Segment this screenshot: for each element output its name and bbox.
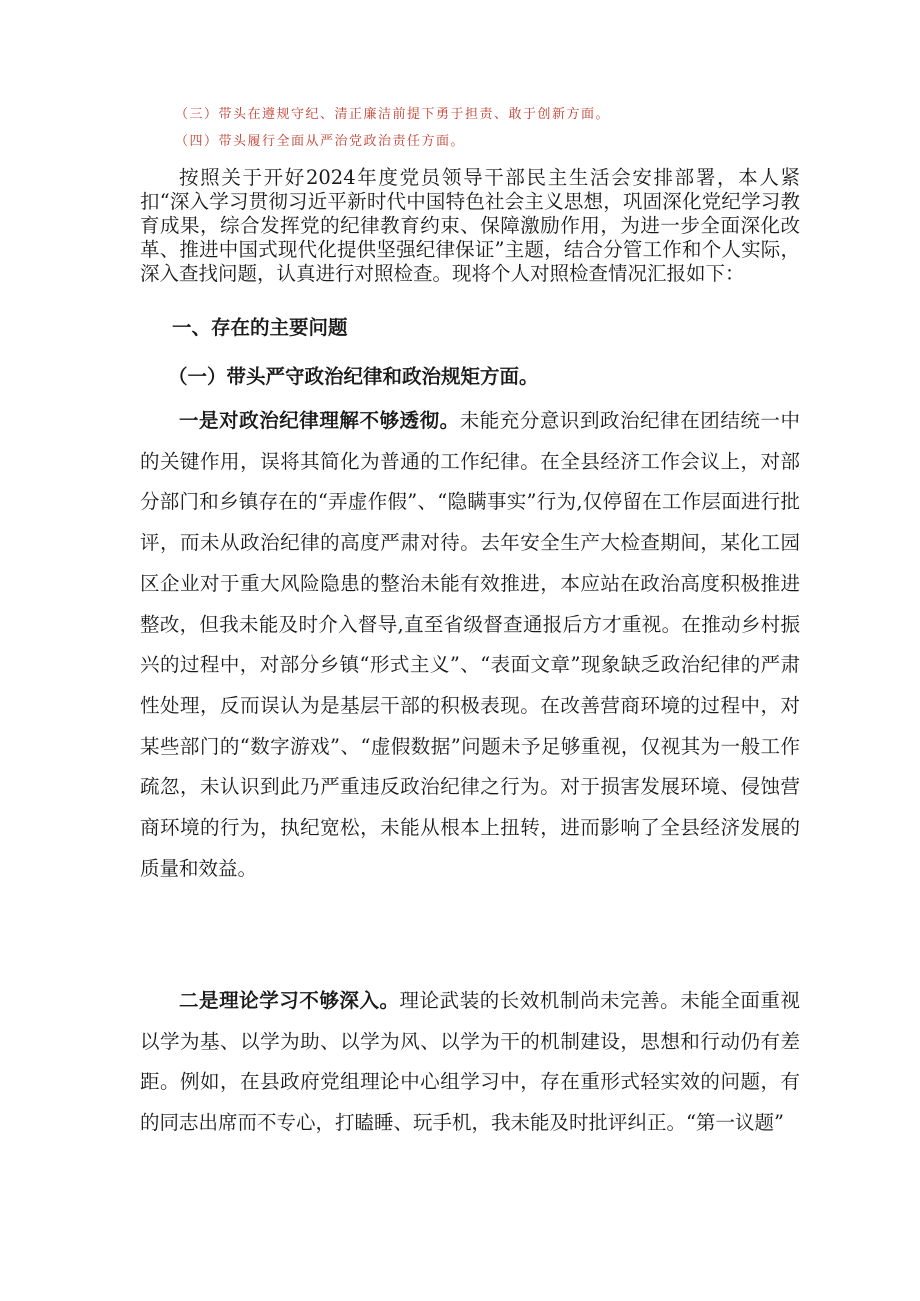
- body-paragraph-2: [140, 981, 800, 1144]
- paragraph-lead: 二是理论学习不够深入。: [179, 989, 400, 1012]
- intro-paragraph: 按照关于开好2024年度党员领导干部民主生活会安排部署，本人紧扣“深入学习贯彻习近平新时代中国特色社会主义思想，巩固深化党纪学习教育成果，综合发挥党的纪律教育约束、保障激励作用，为进一步全面深化改革、推进中国式现代化提供坚强纪律保证”主题，结合分管工作和个人实际，深入查找问题，认真进行对照检查。现将个人对照检查情况汇报如下：: [140, 166, 800, 285]
- paragraph-text: 理论武装的长效机制尚未完善。未能全面重视以学为基、以学为助、以学为风、以学为干的机制建设，思想和行动仍有差距。例如，在县政府党组理论中心组学习中，存在重形式轻实效的问题，有的同志出席而不专心，打瞌睡、玩手机，我未能及时批评纠正。“第一议题”: [140, 989, 800, 1135]
- red-note-item-3: （三）带头在遵规守纪、清正廉洁前提下勇于担责、敢于创新方面。: [175, 107, 611, 122]
- subsection-heading: （一）带头严守政治纪律和政治规矩方面。: [168, 365, 539, 388]
- body-paragraph-1: [140, 401, 800, 889]
- section-heading: 一、存在的主要问题: [172, 316, 348, 339]
- red-note-item-4: （四）带头履行全面从严治党政治责任方面。: [175, 134, 466, 149]
- paragraph-lead: 一是对政治纪律理解不够透彻。: [179, 409, 460, 432]
- paragraph-text: 未能充分意识到政治纪律在团结统一中的关键作用，误将其简化为普通的工作纪律。在全县经济工作会议上，对部分部门和乡镇存在的“弄虚作假”、“隐瞒事实”行为,仅停留在工作层面进行批评，而未从政治纪律的高度严肃对待。去年安全生产大检查期间，某化工园区企业对于重大风险隐患的整治未能有效推进，本应站在政治高度积极推进整改，但我未能及时介入督导,直至省级督查通报后方才重视。在推动乡村振兴的过程中，对部分乡镇“形式主义”、“表面文章”现象缺乏政治纪律的严肃性处理，反而误认为是基层干部的积极表现。在改善营商环境的过程中，对某些部门的“数字游戏”、“虚假数据”问题未予足够重视，仅视其为一般工作疏忽，未认识到此乃严重违反政治纪律之行为。对于损害发展环境、侵蚀营商环境的行为，执纪宽松，未能从根本上扭转，进而影响了全县经济发展的质量和效益。: [140, 409, 800, 880]
